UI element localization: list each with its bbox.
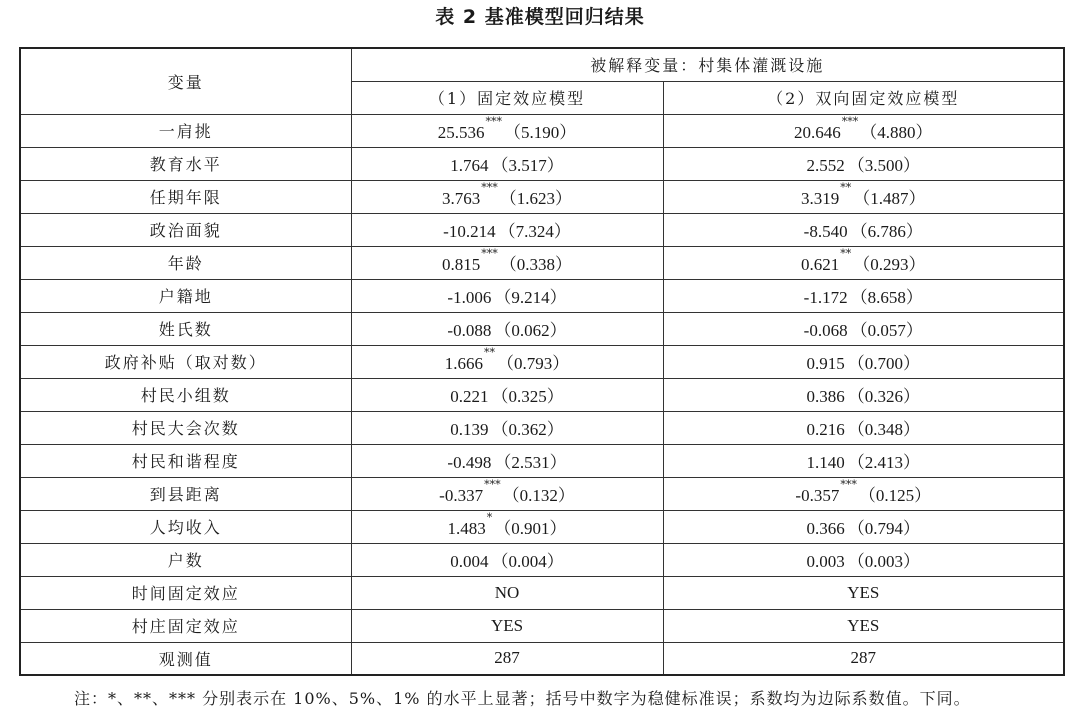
coefficient-value: -0.068	[803, 321, 848, 340]
variable-name: 观测值	[20, 642, 351, 675]
table-row	[20, 609, 1064, 642]
model2-cell	[663, 345, 1064, 378]
model2-cell	[663, 510, 1064, 543]
standard-error: （1.487）	[853, 189, 926, 208]
standard-error: （0.325）	[491, 387, 564, 406]
coefficient-value: 25.536	[437, 123, 485, 142]
variable-name: 姓氏数	[20, 312, 351, 345]
variable-name: 户籍地	[20, 279, 351, 312]
standard-error: （0.003）	[847, 552, 920, 571]
coefficient-value: 0.139	[450, 420, 489, 439]
regression-table	[19, 47, 1065, 676]
table-row	[20, 147, 1064, 180]
model2-cell	[663, 543, 1064, 576]
coefficient-value: 0.216	[806, 420, 845, 439]
variable-name: 户数	[20, 543, 351, 576]
coefficient-value: 0.621	[801, 255, 840, 274]
table-row	[20, 477, 1064, 510]
model2-cell: YES	[663, 576, 1064, 609]
significance-stars: ***	[840, 478, 857, 491]
model2-cell	[663, 378, 1064, 411]
standard-error: （3.517）	[491, 156, 564, 175]
standard-error: （0.794）	[847, 519, 920, 538]
standard-error: （0.348）	[847, 420, 920, 439]
significance-stars: ***	[481, 181, 498, 194]
standard-error: （0.700）	[847, 354, 920, 373]
variable-name: 人均收入	[20, 510, 351, 543]
table-title: 表 2 基准模型回归结果	[435, 6, 645, 28]
coefficient-value: 3.763	[442, 189, 481, 208]
standard-error: （7.324）	[498, 222, 571, 241]
variable-name: 村庄固定效应	[20, 609, 351, 642]
significance-stars: ***	[841, 115, 859, 128]
coefficient-value: 1.666	[444, 354, 483, 373]
model1-cell	[351, 279, 663, 312]
variable-name: 到县距离	[20, 477, 351, 510]
significance-stars: **	[840, 247, 852, 260]
table-row	[20, 114, 1064, 147]
model2-header: （2）双向固定效应模型	[663, 81, 1064, 114]
coefficient-value: 1.483	[447, 519, 486, 538]
coefficient-value: -0.498	[447, 453, 492, 472]
model2-cell	[663, 180, 1064, 213]
coefficient-value: 1.140	[806, 453, 845, 472]
standard-error: （0.362）	[491, 420, 564, 439]
model2-cell	[663, 114, 1064, 147]
model2-cell	[663, 312, 1064, 345]
model1-cell: NO	[351, 576, 663, 609]
standard-error: （3.500）	[847, 156, 920, 175]
model1-cell	[351, 543, 663, 576]
model2-cell	[663, 477, 1064, 510]
model2-cell	[663, 246, 1064, 279]
table-row	[20, 180, 1064, 213]
model2-cell	[663, 444, 1064, 477]
coefficient-value: 0.366	[806, 519, 845, 538]
model1-cell	[351, 510, 663, 543]
coefficient-value: -0.337	[439, 486, 484, 505]
coefficient-value: 0.221	[450, 387, 489, 406]
significance-stars: ***	[484, 478, 501, 491]
coefficient-value: 0.004	[450, 552, 489, 571]
table-row	[20, 411, 1064, 444]
table-row	[20, 279, 1064, 312]
standard-error: （0.901）	[494, 519, 567, 538]
table-row	[20, 246, 1064, 279]
model1-header: （1）固定效应模型	[351, 81, 663, 114]
standard-error: （0.293）	[853, 255, 926, 274]
standard-error: （0.793）	[497, 354, 570, 373]
model1-cell	[351, 345, 663, 378]
table-row	[20, 444, 1064, 477]
standard-error: （0.062）	[494, 321, 567, 340]
coefficient-value: -0.088	[447, 321, 492, 340]
model2-cell	[663, 279, 1064, 312]
model1-cell: YES	[351, 609, 663, 642]
coefficient-value: 2.552	[806, 156, 845, 175]
standard-error: （1.623）	[499, 189, 572, 208]
coefficient-value: 3.319	[801, 189, 840, 208]
model2-cell: YES	[663, 609, 1064, 642]
model1-cell	[351, 147, 663, 180]
table-row	[20, 345, 1064, 378]
coefficient-value: -0.357	[795, 486, 840, 505]
significance-stars: **	[840, 181, 852, 194]
variable-name: 村民和谐程度	[20, 444, 351, 477]
coefficient-value: 0.386	[806, 387, 845, 406]
standard-error: （6.786）	[850, 222, 923, 241]
standard-error: （5.190）	[504, 123, 577, 142]
significance-stars: ***	[485, 115, 502, 128]
variable-name: 政治面貌	[20, 213, 351, 246]
standard-error: （2.413）	[847, 453, 920, 472]
standard-error: （9.214）	[494, 288, 567, 307]
coefficient-value: 0.003	[806, 552, 845, 571]
standard-error: （0.326）	[847, 387, 920, 406]
variable-name: 教育水平	[20, 147, 351, 180]
coefficient-value: -1.006	[447, 288, 492, 307]
coefficient-value: 0.815	[442, 255, 481, 274]
model1-cell	[351, 213, 663, 246]
regression-table-container	[19, 47, 1063, 676]
coefficient-value: -10.214	[443, 222, 496, 241]
table-row	[20, 312, 1064, 345]
model2-cell	[663, 411, 1064, 444]
table-body	[20, 114, 1064, 675]
table-row	[20, 642, 1064, 675]
significance-stars: ***	[481, 247, 498, 260]
variable-name: 村民大会次数	[20, 411, 351, 444]
standard-error: （8.658）	[850, 288, 923, 307]
coefficient-value: 0.915	[806, 354, 845, 373]
model2-cell	[663, 213, 1064, 246]
model1-cell	[351, 180, 663, 213]
dependent-variable-header: 被解释变量：村集体灌溉设施	[351, 48, 1064, 81]
variable-name: 一肩挑	[20, 114, 351, 147]
model1-cell	[351, 114, 663, 147]
model1-cell	[351, 246, 663, 279]
standard-error: （0.004）	[491, 552, 564, 571]
variable-header: 变量	[20, 48, 351, 114]
coefficient-value: 1.764	[450, 156, 489, 175]
standard-error: （2.531）	[494, 453, 567, 472]
model1-cell: 287	[351, 642, 663, 675]
model1-cell	[351, 477, 663, 510]
variable-name: 时间固定效应	[20, 576, 351, 609]
variable-name: 政府补贴（取对数）	[20, 345, 351, 378]
variable-name: 年龄	[20, 246, 351, 279]
table-note: 注：*、**、*** 分别表示在 10%、5%、1% 的水平上显著；括号中数字为稳健标准误；系数均为边际系数值。下同。	[74, 689, 971, 708]
model1-cell	[351, 312, 663, 345]
standard-error: （0.125）	[858, 486, 932, 505]
model2-cell: 287	[663, 642, 1064, 675]
standard-error: （0.338）	[499, 255, 572, 274]
table-row	[20, 576, 1064, 609]
model1-cell	[351, 444, 663, 477]
significance-stars: **	[484, 346, 495, 359]
table-row	[20, 213, 1064, 246]
table-row	[20, 543, 1064, 576]
standard-error: （0.132）	[502, 486, 575, 505]
variable-name: 任期年限	[20, 180, 351, 213]
coefficient-value: -8.540	[803, 222, 848, 241]
coefficient-value: 20.646	[794, 123, 841, 142]
standard-error: （4.880）	[860, 123, 933, 142]
standard-error: （0.057）	[850, 321, 923, 340]
table-row	[20, 510, 1064, 543]
model1-cell	[351, 378, 663, 411]
significance-stars: *	[486, 511, 493, 524]
model1-cell	[351, 411, 663, 444]
coefficient-value: -1.172	[803, 288, 848, 307]
table-row	[20, 378, 1064, 411]
model2-cell	[663, 147, 1064, 180]
variable-name: 村民小组数	[20, 378, 351, 411]
